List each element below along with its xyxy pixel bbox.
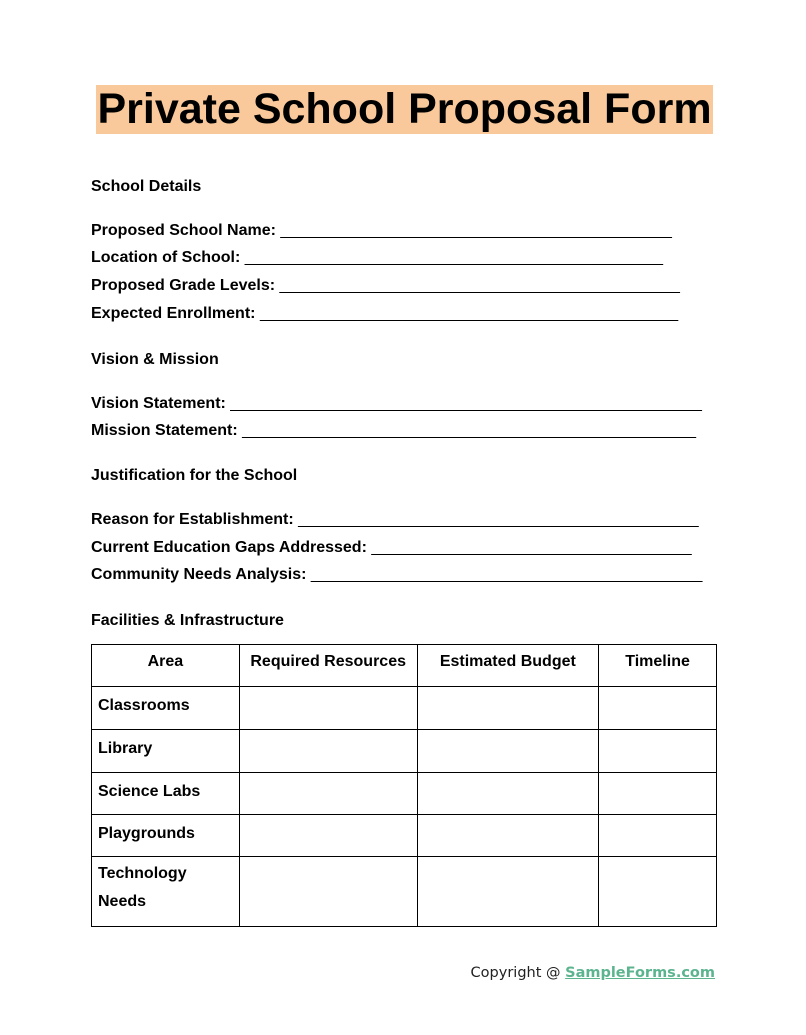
- row-budget-cell[interactable]: [417, 687, 599, 730]
- field-label: Proposed School Name:: [91, 222, 276, 239]
- row-budget-cell[interactable]: [417, 815, 599, 857]
- facilities-table: [91, 644, 717, 927]
- field-proposed-grade-levels[interactable]: [91, 276, 680, 296]
- field-input-line[interactable]: _______________________________________________: [244, 249, 664, 266]
- field-input-line[interactable]: _______________________________________________: [259, 305, 679, 322]
- field-input-line[interactable]: ____________________________________________: [310, 566, 703, 583]
- row-area-cell: Science Labs: [92, 773, 240, 815]
- brand-link[interactable]: SampleForms.com: [565, 965, 715, 981]
- field-expected-enrollment[interactable]: [91, 304, 678, 324]
- field-input-line[interactable]: ____________________________________: [371, 539, 692, 556]
- field-label: Expected Enrollment:: [91, 305, 256, 322]
- copyright-prefix: Copyright @: [470, 965, 566, 981]
- field-reason-for-establishment[interactable]: [91, 510, 699, 530]
- table-row: [92, 815, 717, 857]
- row-resources-cell[interactable]: [239, 857, 417, 927]
- field-location-of-school[interactable]: [91, 248, 663, 268]
- field-label: Community Needs Analysis:: [91, 566, 307, 583]
- row-area-cell: Technology Needs: [92, 857, 240, 927]
- column-header-area: Area: [92, 645, 240, 687]
- field-label: Proposed Grade Levels:: [91, 277, 276, 294]
- field-community-needs[interactable]: [91, 565, 702, 585]
- table-header-row: [92, 645, 717, 687]
- field-input-line[interactable]: _____________________________________________________: [230, 395, 702, 412]
- row-budget-cell[interactable]: [417, 773, 599, 815]
- section-heading-school-details: School Details: [91, 178, 202, 195]
- field-label: Location of School:: [91, 249, 241, 266]
- row-timeline-cell[interactable]: [599, 687, 717, 730]
- table-row: [92, 773, 717, 815]
- field-vision-statement[interactable]: [91, 394, 702, 414]
- field-input-line[interactable]: _____________________________________________: [279, 277, 680, 294]
- row-budget-cell[interactable]: [417, 857, 599, 927]
- table-row: [92, 730, 717, 773]
- column-header-timeline: Timeline: [599, 645, 717, 687]
- row-area-cell: Library: [92, 730, 240, 773]
- row-area-cell: Playgrounds: [92, 815, 240, 857]
- section-heading-justification: Justification for the School: [91, 467, 298, 484]
- row-timeline-cell[interactable]: [599, 815, 717, 857]
- table-row: [92, 687, 717, 730]
- field-proposed-school-name[interactable]: [91, 221, 672, 241]
- copyright-footer: [471, 965, 715, 981]
- row-timeline-cell[interactable]: [599, 730, 717, 773]
- column-header-required-resources: Required Resources: [239, 645, 417, 687]
- field-label: Current Education Gaps Addressed:: [91, 539, 367, 556]
- title-wrapper: [0, 85, 806, 134]
- field-education-gaps[interactable]: [91, 538, 692, 558]
- row-budget-cell[interactable]: [417, 730, 599, 773]
- table-row: [92, 857, 717, 927]
- row-timeline-cell[interactable]: [599, 773, 717, 815]
- row-area-cell: Classrooms: [92, 687, 240, 730]
- field-label: Vision Statement:: [91, 395, 226, 412]
- field-input-line[interactable]: ____________________________________________: [280, 222, 672, 239]
- field-label: Reason for Establishment:: [91, 511, 294, 528]
- field-input-line[interactable]: ___________________________________________________: [242, 422, 696, 439]
- row-resources-cell[interactable]: [239, 730, 417, 773]
- row-resources-cell[interactable]: [239, 773, 417, 815]
- field-mission-statement[interactable]: [91, 421, 696, 441]
- field-label: Mission Statement:: [91, 422, 238, 439]
- row-resources-cell[interactable]: [239, 687, 417, 730]
- field-input-line[interactable]: _____________________________________________: [298, 511, 699, 528]
- section-heading-facilities: Facilities & Infrastructure: [91, 612, 284, 629]
- row-resources-cell[interactable]: [239, 815, 417, 857]
- row-timeline-cell[interactable]: [599, 857, 717, 927]
- page-title: Private School Proposal Form: [97, 85, 712, 133]
- section-heading-vision-mission: Vision & Mission: [91, 351, 219, 368]
- column-header-estimated-budget: Estimated Budget: [417, 645, 599, 687]
